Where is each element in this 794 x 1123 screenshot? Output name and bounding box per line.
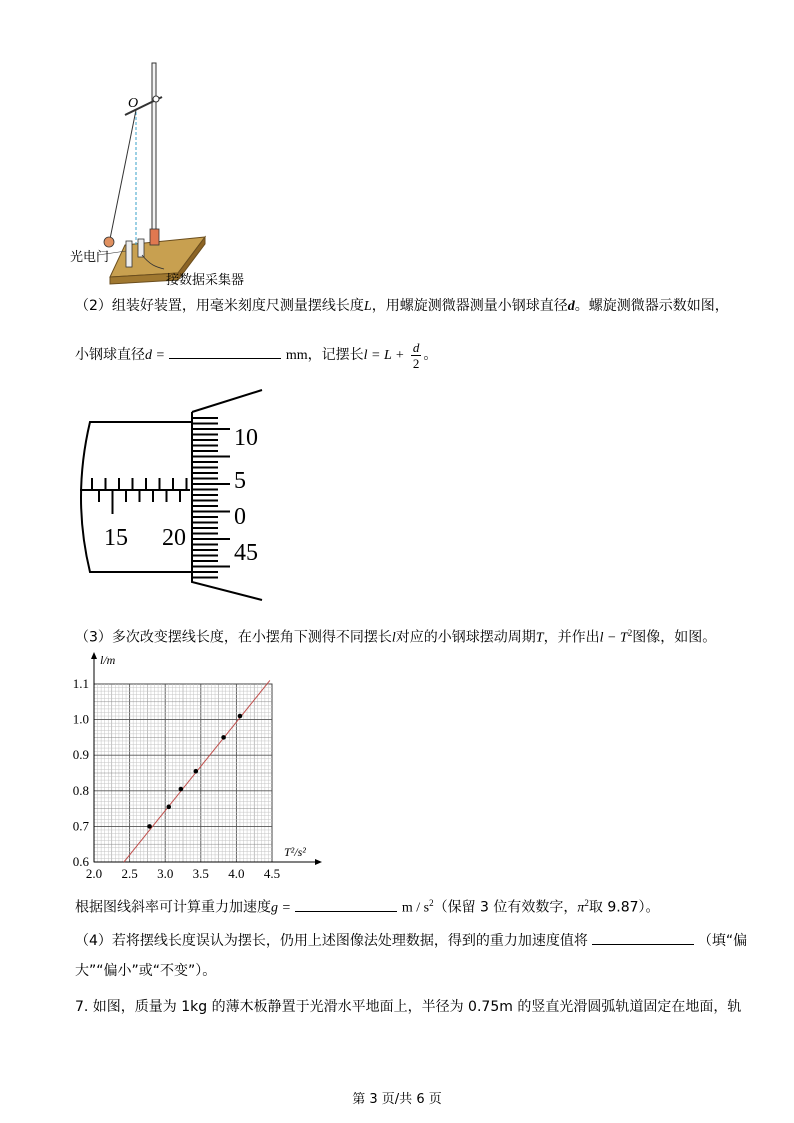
thimble-label-5: 5 — [234, 468, 246, 494]
chart-data-point — [238, 714, 243, 719]
d-over-2-fraction: $\frac{d}{2}$ — [412, 339, 420, 371]
l-vs-T2-chart — [66, 648, 328, 884]
page-footer: 第 3 页/共 6 页 — [352, 1092, 442, 1107]
pendulum-apparatus-figure — [70, 55, 270, 290]
chart-y-axis-label: l/m — [100, 653, 116, 667]
chart-x-axis-label: T²/s² — [284, 845, 306, 859]
chart-data-point — [166, 805, 171, 810]
chart-x-tick-label: 2.5 — [121, 866, 138, 881]
chart-data-point — [179, 787, 184, 792]
chart-x-tick-label: 3.0 — [157, 866, 174, 881]
part4-line1: （4）若将摆线长度误认为摆长，仍用上述图像法处理数据，得到的重力加速度值将 （填“偏 — [75, 930, 747, 951]
part4-answer-blank[interactable] — [592, 930, 694, 945]
chart-y-tick-label: 0.9 — [72, 747, 89, 763]
chart-y-tick-label: 0.7 — [72, 818, 89, 834]
chart-data-point — [147, 824, 152, 829]
chart-y-tick-label: 0.8 — [72, 782, 89, 798]
part2-line2: 小钢球直径d = mm，记摆长l = L + $\frac{d}{2}$ 。 — [75, 339, 438, 371]
thimble-label-0: 0 — [234, 504, 246, 530]
part3-line1: （3）多次改变摆线长度，在小摆角下测得不同摆长l对应的小钢球摆动周期T，并作出$l - T^2$图像，如图。 — [75, 628, 717, 646]
part2-line1: （2）组装好装置，用毫米刻度尺测量摆线长度L，用螺旋测微器测量小钢球直径d。螺旋测微器示数如图， — [75, 298, 729, 314]
question-7-text: 7. 如图，质量为 1kg 的薄木板静置于光滑水平地面上，半径为 0.75m 的竖直光滑圆弧轨道固定在地面，轨 — [75, 999, 742, 1015]
sleeve-label-15: 15 — [104, 525, 128, 551]
collector-label: 接数据采集器 — [166, 273, 245, 288]
chart-x-arrow — [315, 859, 322, 865]
pivot-label: O — [128, 96, 139, 111]
thimble-scale — [192, 418, 230, 578]
chart-x-tick-label: 3.5 — [192, 866, 209, 881]
diameter-answer-blank[interactable] — [169, 344, 281, 359]
chart-x-tick-label: 4.5 — [263, 866, 281, 881]
thimble-label-10: 10 — [234, 425, 258, 451]
chart-data-point — [221, 735, 226, 740]
chart-x-tick-label: 2.0 — [85, 866, 103, 881]
chart-y-arrow — [91, 652, 97, 659]
sleeve-label-20: 20 — [162, 525, 186, 551]
chart-y-tick-label: 1.0 — [72, 711, 89, 727]
thimble-label-45: 45 — [234, 540, 258, 566]
chart-y-tick-label: 0.6 — [72, 854, 89, 869]
micrometer-figure — [72, 388, 272, 603]
photogate-label: 光电门 — [70, 250, 110, 265]
chart-y-tick-label: 1.1 — [72, 676, 89, 691]
chart-data-point — [194, 769, 199, 774]
part4-line2: 大”“偏小”或“不变”）。 — [75, 963, 217, 979]
part3-line2: 根据图线斜率可计算重力加速度$g = m / s^2$（保留 3 位有效数字，$\pi^2$取 9.87）。 — [75, 898, 660, 916]
chart-x-tick-label: 4.0 — [228, 866, 245, 881]
gravity-answer-blank[interactable] — [295, 897, 397, 912]
